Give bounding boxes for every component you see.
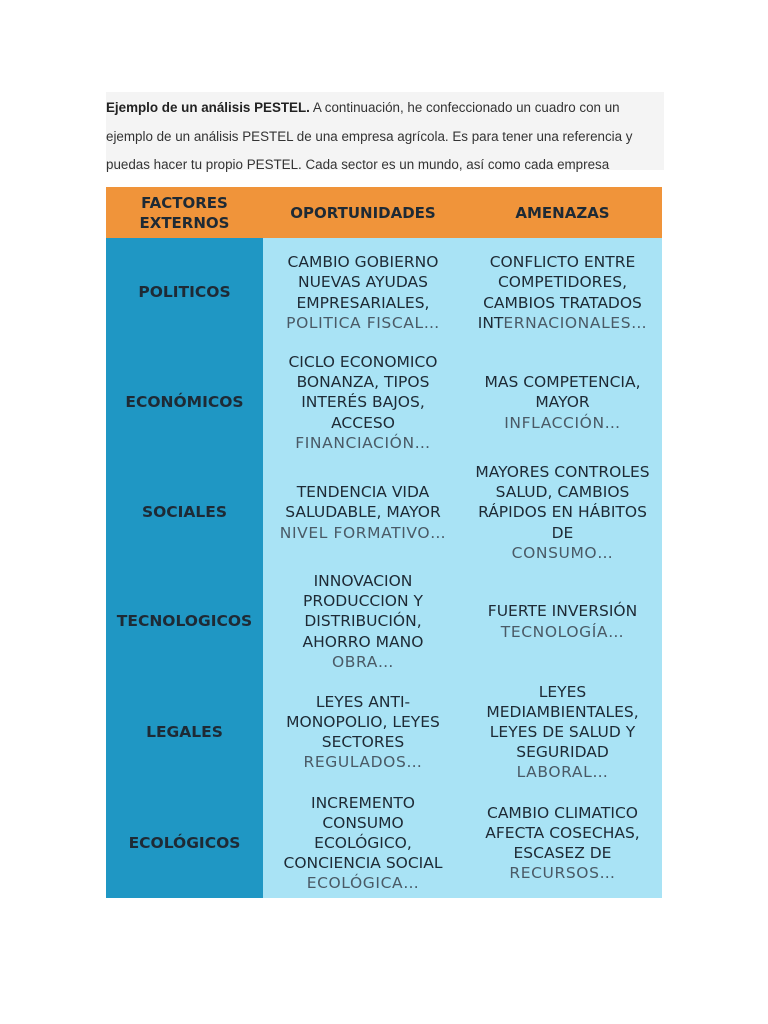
threat-tail: INFLACCIÓN…: [504, 413, 621, 432]
pestel-table: [106, 187, 662, 898]
opportunity-text: TENDENCIA VIDA SALUDABLE, MAYOR: [285, 483, 441, 522]
opportunity-text: INCREMENTO CONSUMO ECOLÓGICO, CONCIENCIA SOCIAL: [283, 793, 443, 873]
opportunity-tail: OBRA…: [331, 652, 395, 671]
table-header-row: [106, 187, 662, 238]
threat-cell: [463, 676, 662, 788]
header-factores-externos: FACTORES EXTERNOS: [106, 187, 263, 238]
threat-text: FUERTE INVERSIÓN: [487, 602, 638, 621]
table-row: [106, 676, 662, 788]
threat-tail: TECNOLOGÍA…: [500, 622, 625, 641]
factor-cell: SOCIALES: [106, 458, 263, 567]
threat-tail: CONSUMO…: [511, 543, 614, 562]
threat-cell: [463, 458, 662, 567]
factor-cell: POLITICOS: [106, 238, 263, 347]
opportunity-text: CAMBIO GOBIERNO NUEVAS AYUDAS EMPRESARIALES,: [287, 253, 439, 312]
factor-cell: ECOLÓGICOS: [106, 788, 263, 898]
table-row: [106, 458, 662, 567]
threat-tail: RECURSOS…: [509, 864, 616, 883]
opportunity-cell: [263, 676, 463, 788]
threat-text: CAMBIO CLIMATICO AFECTA COSECHAS, ESCASEZ DE: [485, 803, 640, 862]
opportunity-cell: [263, 347, 463, 458]
table-row: [106, 788, 662, 898]
opportunity-tail: ECOLÓGICA…: [306, 874, 420, 893]
opportunity-tail: POLITICA FISCAL…: [286, 313, 440, 332]
threat-cell: [463, 347, 662, 458]
opportunity-text: CICLO ECONOMICO BONANZA, TIPOS INTERÉS BAJOS, ACCESO: [288, 353, 438, 432]
threat-cell: [463, 788, 662, 898]
opportunity-cell: [263, 788, 463, 898]
opportunity-cell: [263, 567, 463, 676]
threat-text: MAYORES CONTROLES SALUD, CAMBIOS RÁPIDOS EN HÁBITOS DE: [475, 463, 650, 542]
opportunity-tail: REGULADOS…: [303, 753, 423, 772]
opportunity-cell: [263, 238, 463, 347]
threat-cell: [463, 238, 662, 347]
factor-cell: LEGALES: [106, 676, 263, 788]
intro-paragraph: [106, 92, 664, 170]
threat-text: CONFLICTO ENTRE COMPETIDORES, CAMBIOS TRATADOS INTERNACIONALES…: [477, 253, 648, 332]
opportunity-text: INNOVACION PRODUCCION Y DISTRIBUCIÓN, AHORRO MANO: [302, 572, 424, 651]
factor-cell: ECONÓMICOS: [106, 347, 263, 458]
threat-tail: LABORAL…: [516, 763, 609, 782]
intro-bold-heading: Ejemplo de un análisis PESTEL.: [106, 100, 310, 115]
table-row: [106, 347, 662, 458]
table-row: [106, 567, 662, 676]
threat-text: MAS COMPETENCIA, MAYOR: [484, 373, 641, 412]
factor-cell: TECNOLOGICOS: [106, 567, 263, 676]
header-oportunidades: OPORTUNIDADES: [263, 187, 463, 238]
table-row: [106, 238, 662, 347]
intro-body-text: A continuación, he confeccionado un cuadro con un ejemplo de un análisis PESTEL de una empresa agrícola. Es para tener una referencia y puedas hacer tu propio PESTEL. Cada sector es un mundo, así como cada empresa: [106, 100, 633, 172]
opportunity-cell: [263, 458, 463, 567]
threat-cell: [463, 567, 662, 676]
opportunity-tail: NIVEL FORMATIVO…: [279, 523, 447, 542]
header-amenazas: AMENAZAS: [463, 187, 662, 238]
opportunity-text: LEYES ANTI-MONOPOLIO, LEYES SECTORES: [286, 692, 440, 751]
opportunity-tail: FINANCIACIÓN…: [295, 433, 431, 452]
threat-text: LEYES MEDIAMBIENTALES, LEYES DE SALUD Y SEGURIDAD: [486, 682, 639, 762]
